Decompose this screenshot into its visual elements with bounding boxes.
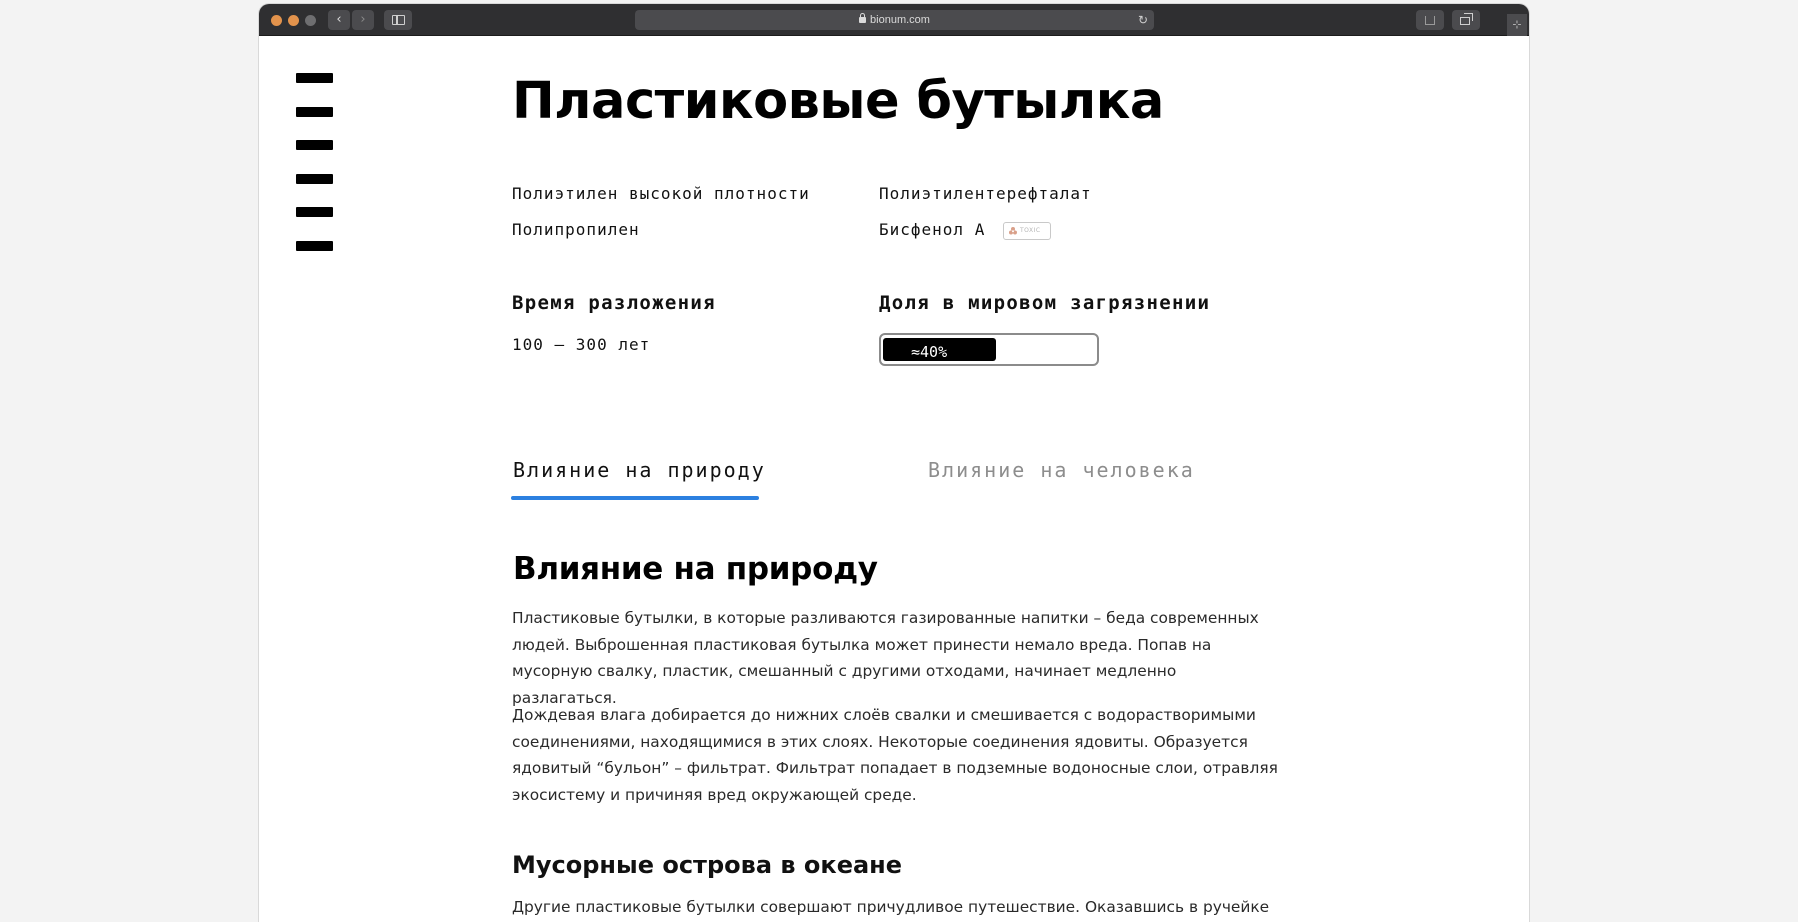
url-text: bionum.com <box>870 14 930 26</box>
new-tab-button[interactable]: ⊹ <box>1507 14 1527 36</box>
pollution-share-label: Доля в мировом загрязнении <box>879 292 1211 314</box>
menu-bar-icon <box>296 207 333 217</box>
lock-icon <box>859 17 866 23</box>
tab-human-impact[interactable]: Влияние на человека <box>928 458 1195 482</box>
component-pet: Полиэтилентерефталат <box>879 184 1092 203</box>
paragraph-1: Пластиковые бутылки, в которые разливаются газированные напитки – беда современных людей. Выброшенная пластиковая бутылка может принести немало вреда. Попав на мусорную свалку, пластик, смешанный с другими отходами, начинает медленно разлагаться. <box>512 609 1259 707</box>
share-icon <box>1425 16 1435 25</box>
pollution-share-value: ≈40% <box>911 343 948 361</box>
menu-button[interactable] <box>296 73 333 274</box>
tab-nature-impact[interactable]: Влияние на природу <box>513 458 766 482</box>
menu-bar-icon <box>296 241 333 251</box>
tabs-icon <box>1460 17 1470 25</box>
active-tab-indicator <box>511 496 759 500</box>
component-hdpe: Полиэтилен высокой плотности <box>512 184 810 203</box>
browser-toolbar <box>259 4 1529 36</box>
reload-icon[interactable]: ↻ <box>1137 13 1148 27</box>
toxic-label: TOXIC <box>1020 227 1041 234</box>
section-heading: Влияние на природу <box>513 551 878 587</box>
page-title: Пластиковые бутылка <box>512 72 1164 131</box>
share-button[interactable] <box>1416 10 1444 30</box>
component-bpa: Бисфенол А <box>879 220 986 239</box>
chevron-right-icon: › <box>360 12 366 27</box>
decomposition-label: Время разложения <box>512 292 716 314</box>
address-bar[interactable] <box>635 10 1154 30</box>
pollution-share-bar <box>879 333 1099 366</box>
close-window-button[interactable] <box>271 15 282 26</box>
paragraph-2: Дождевая влага добирается до нижних слоёв свалки и смешивается с водорастворимыми соединениями, находящимися в этих слоях. Некоторые соединения ядовиты. Образуется ядовитый “бульон” – фильтрат. Фильтрат попадает в подземные водоносные слои, отравляя экосистему и причиняя вред окружающей среде. <box>512 706 1278 804</box>
back-button[interactable] <box>328 10 350 30</box>
menu-bar-icon <box>296 107 333 117</box>
component-pp: Полипропилен <box>512 220 640 239</box>
subheading-ocean-islands: Мусорные острова в океане <box>512 851 903 879</box>
menu-bar-icon <box>296 73 333 83</box>
sidebar-icon <box>392 15 405 25</box>
decomposition-value: 100 – 300 лет <box>512 335 651 354</box>
pollution-share-fill <box>883 338 996 361</box>
biohazard-icon <box>1008 226 1018 236</box>
zoom-window-button[interactable] <box>305 15 316 26</box>
forward-button[interactable] <box>352 10 374 30</box>
menu-bar-icon <box>296 174 333 184</box>
paragraph-3: Другие пластиковые бутылки совершают причудливое путешествие. Оказавшись в ручейке <box>512 898 1270 916</box>
tab-overview-button[interactable] <box>1452 10 1480 30</box>
minimize-window-button[interactable] <box>288 15 299 26</box>
menu-bar-icon <box>296 140 333 150</box>
sidebar-toggle-button[interactable] <box>384 10 412 30</box>
chevron-left-icon: ‹ <box>336 12 342 27</box>
toxic-badge <box>1003 222 1051 240</box>
